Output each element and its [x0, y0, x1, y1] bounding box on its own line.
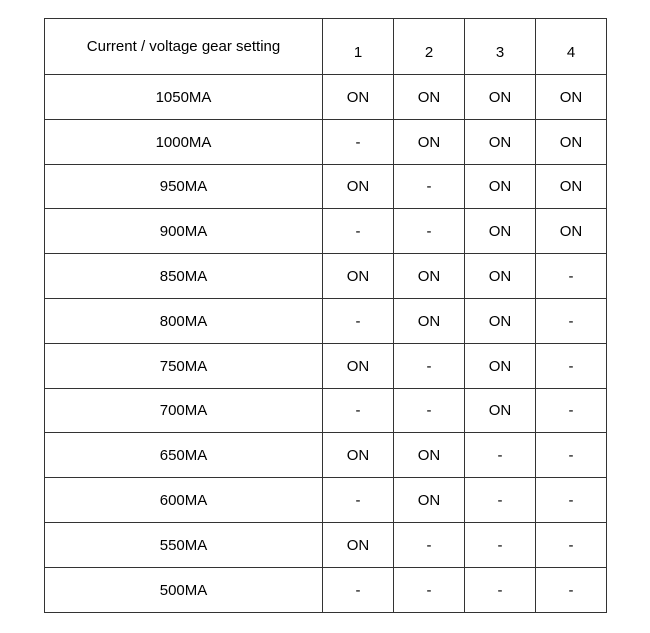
current-setting-cell: 1000MA — [45, 119, 323, 164]
table-row — [45, 164, 607, 209]
table-row — [45, 433, 607, 478]
switch-state-cell: ON — [465, 164, 536, 209]
switch-state-cell: - — [323, 209, 394, 254]
switch-state-cell: ON — [394, 254, 465, 299]
switch-state-cell: ON — [536, 209, 607, 254]
switch-state-cell: ON — [394, 298, 465, 343]
current-setting-cell: 700MA — [45, 388, 323, 433]
current-setting-cell: 500MA — [45, 567, 323, 612]
table-row — [45, 388, 607, 433]
current-setting-cell: 900MA — [45, 209, 323, 254]
table-row — [45, 298, 607, 343]
switch-state-cell: ON — [465, 254, 536, 299]
switch-state-cell: ON — [465, 119, 536, 164]
switch-state-cell: - — [394, 388, 465, 433]
table-row — [45, 522, 607, 567]
switch-state-cell: ON — [323, 75, 394, 120]
header-cell: Current / voltage gear setting — [45, 19, 323, 75]
current-setting-cell: 750MA — [45, 343, 323, 388]
current-setting-cell: 600MA — [45, 478, 323, 523]
table-row — [45, 209, 607, 254]
switch-state-cell: ON — [323, 522, 394, 567]
switch-state-cell: - — [323, 298, 394, 343]
table-row — [45, 478, 607, 523]
switch-state-cell: - — [536, 522, 607, 567]
current-setting-cell: 650MA — [45, 433, 323, 478]
table-row — [45, 254, 607, 299]
switch-state-cell: - — [536, 478, 607, 523]
switch-state-cell: - — [394, 343, 465, 388]
switch-state-cell: - — [323, 567, 394, 612]
table-row — [45, 119, 607, 164]
header-cell: 4 — [536, 19, 607, 75]
table-header-row — [45, 19, 607, 75]
switch-state-cell: - — [394, 164, 465, 209]
switch-state-cell: ON — [394, 433, 465, 478]
switch-state-cell: ON — [536, 119, 607, 164]
switch-state-cell: - — [323, 388, 394, 433]
switch-state-cell: ON — [465, 209, 536, 254]
switch-state-cell: - — [465, 522, 536, 567]
table-row — [45, 75, 607, 120]
switch-state-cell: - — [323, 478, 394, 523]
switch-state-cell: ON — [323, 433, 394, 478]
switch-state-cell: ON — [323, 343, 394, 388]
current-setting-cell: 800MA — [45, 298, 323, 343]
table-row — [45, 343, 607, 388]
switch-state-cell: - — [465, 433, 536, 478]
switch-state-cell: - — [394, 567, 465, 612]
switch-state-cell: ON — [465, 343, 536, 388]
switch-state-cell: ON — [465, 388, 536, 433]
current-setting-cell: 550MA — [45, 522, 323, 567]
switch-state-cell: ON — [323, 254, 394, 299]
switch-state-cell: ON — [394, 478, 465, 523]
current-setting-cell: 1050MA — [45, 75, 323, 120]
switch-state-cell: - — [394, 522, 465, 567]
switch-state-cell: - — [536, 254, 607, 299]
switch-state-cell: - — [536, 343, 607, 388]
switch-state-cell: ON — [465, 298, 536, 343]
current-setting-cell: 850MA — [45, 254, 323, 299]
switch-state-cell: - — [536, 298, 607, 343]
switch-state-cell: - — [465, 478, 536, 523]
switch-state-cell: - — [536, 388, 607, 433]
table-row — [45, 567, 607, 612]
switch-state-cell: ON — [536, 164, 607, 209]
switch-state-cell: ON — [323, 164, 394, 209]
switch-state-cell: - — [536, 567, 607, 612]
gear-setting-table — [44, 18, 607, 613]
switch-state-cell: ON — [394, 119, 465, 164]
switch-state-cell: - — [536, 433, 607, 478]
switch-state-cell: - — [323, 119, 394, 164]
switch-state-cell: ON — [536, 75, 607, 120]
current-setting-cell: 950MA — [45, 164, 323, 209]
switch-state-cell: ON — [465, 75, 536, 120]
switch-state-cell: - — [465, 567, 536, 612]
header-cell: 3 — [465, 19, 536, 75]
switch-state-cell: - — [394, 209, 465, 254]
switch-state-cell: ON — [394, 75, 465, 120]
header-cell: 1 — [323, 19, 394, 75]
header-cell: 2 — [394, 19, 465, 75]
